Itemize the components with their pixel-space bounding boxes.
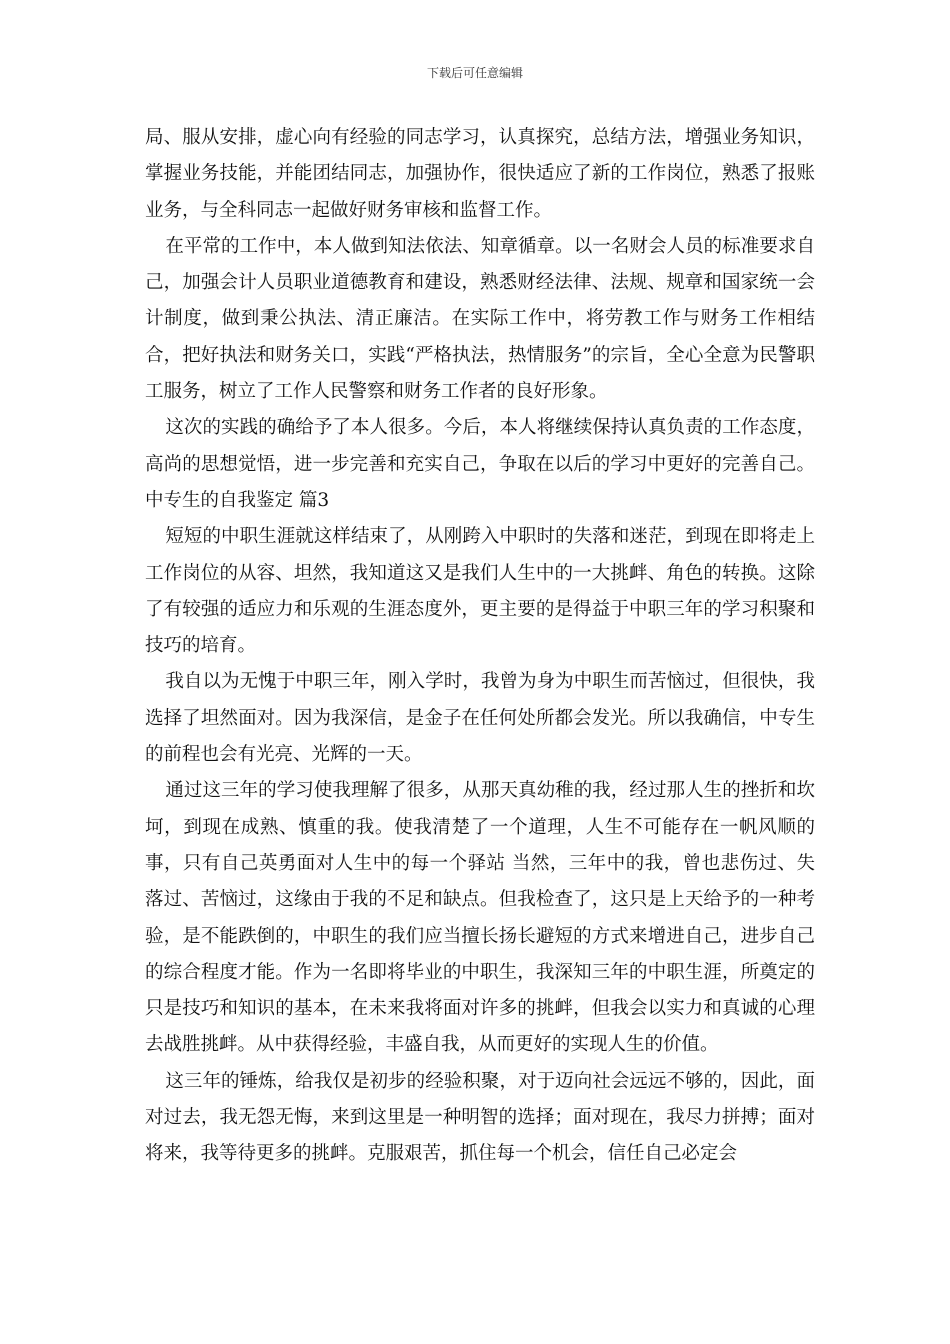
paragraph-1: 局、服从安排，虚心向有经验的同志学习，认真探究，总结方法，增强业务知识，掌握业务技能，并能团结同志，加强协作，很快适应了新的工作岗位，熟悉了报账业务，与全科同志一起做好财务审核和监督工作。	[145, 127, 815, 221]
document-body	[145, 120, 815, 1173]
paragraph-7: 这三年的锤炼，给我仅是初步的经验积聚，对于迈向社会远远不够的，因此，面对过去，我无怨无悔，来到这里是一种明智的选择；面对现在，我尽力拼搏；面对将来，我等待更多的挑衅。克服艰苦，抓住每一个机会，信任自己必定会	[145, 1070, 815, 1165]
paragraph-4: 短短的中职生涯就这样结束了，从刚跨入中职时的失落和迷茫，到现在即将走上工作岗位的从容、坦然，我知道这又是我们人生中的一大挑衅、角色的转换。这除了有较强的适应力和乐观的生涯态度外，更主要的是得益于中职三年的学习积聚和技巧的培育。	[145, 526, 815, 657]
paragraph-5: 我自以为无愧于中职三年，刚入学时，我曾为身为中职生而苦恼过，但很快，我选择了坦然面对。因为我深信，是金子在任何处所都会发光。所以我确信，中专生的前程也会有光亮、光辉的一天。	[145, 671, 815, 766]
page-header: 下载后可任意编辑	[426, 66, 523, 80]
paragraph-6: 通过这三年的学习使我理解了很多，从那天真幼稚的我，经过那人生的挫折和坎坷，到现在成熟、慎重的我。使我清楚了一个道理，人生不可能存在一帆风顺的事，只有自己英勇面对人生中的每一个驿站 当然，三年中的我，曾也悲伤过、失落过、苦恼过，这缘由于我的不足和缺点。但我检查了，这只是上天给予的一种考验，是不能跌倒的，中职生的我们应当擅长扬长避短的方式来增进自己，进步自己的综合程度才能。作为一名即将毕业的中职生，我深知三年的中职生涯，所奠定的只是技巧和知识的基本，在未来我将面对许多的挑衅，但我会以实力和真诚的心理去战胜挑衅。从中获得经验，丰盛自我，从而更好的实现人生的价值。	[145, 780, 815, 1056]
paragraph-3: 这次的实践的确给予了本人很多。今后，本人将继续保持认真负责的工作态度，高尚的思想觉悟，进一步完善和充实自己，争取在以后的学习中更好的完善自己。中专生的自我鉴定 篇3	[145, 417, 815, 511]
paragraph-2: 在平常的工作中，本人做到知法依法、知章循章。以一名财会人员的标准要求自己，加强会计人员职业道德教育和建设，熟悉财经法律、法规、规章和国家统一会计制度，做到秉公执法、清正廉洁。在实际工作中，将劳教工作与财务工作相结合，把好执法和财务关口，实践“严格执法，热情服务”的宗旨，全心全意为民警职工服务，树立了工作人民警察和财务工作者的良好形象。	[145, 235, 815, 403]
